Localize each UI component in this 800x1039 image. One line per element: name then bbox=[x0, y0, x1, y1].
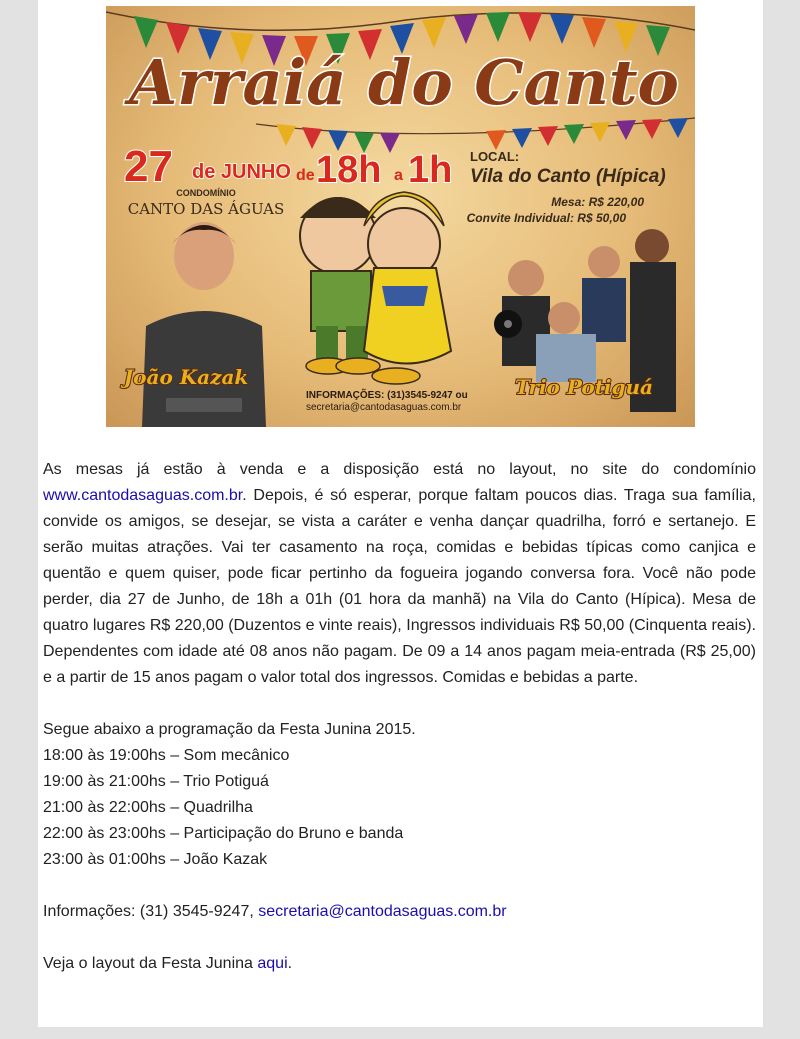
page-content-area bbox=[38, 0, 763, 1027]
intro-paragraph bbox=[43, 457, 756, 691]
flyer-mesa-price: Mesa: R$ 220,00 bbox=[551, 195, 644, 209]
intro-text-a: As mesas já estão à venda e a disposição está no layout, no site do condomínio bbox=[43, 461, 756, 478]
layout-suffix: . bbox=[287, 955, 293, 972]
contact-info bbox=[43, 899, 756, 925]
flyer-time-prefix: de bbox=[296, 167, 315, 184]
cartoon-couple-illustration bbox=[300, 192, 451, 384]
flyer-date-month: de JUNHO bbox=[192, 161, 291, 183]
article-body bbox=[43, 457, 756, 977]
spacer bbox=[43, 691, 756, 717]
flyer-time-to: 1h bbox=[408, 149, 453, 191]
layout-text: Veja o layout da Festa Junina bbox=[43, 955, 258, 972]
schedule-item: 23:00 às 01:00hs – João Kazak bbox=[43, 851, 268, 868]
schedule-item: 19:00 às 21:00hs – Trio Potiguá bbox=[43, 773, 269, 790]
schedule-intro: Segue abaixo a programação da Festa Junina 2015. bbox=[43, 721, 416, 738]
singer-photo bbox=[142, 222, 266, 427]
email-link[interactable]: secretaria@cantodasaguas.com.br bbox=[258, 903, 507, 920]
spacer bbox=[43, 925, 756, 951]
intro-text-b: . Depois, é só esperar, porque faltam poucos dias. Traga sua família, convide os amigos, se desejar, se vista a caráter e venha dançar quadrilha, forró e sertanejo. E serão muitas atrações. Vai ter casamento na roça, comidas e bebidas típicas como canjica e quentão e quem quiser, pode ficar pertinho da fogueira jogando conversa fora. Você não pode perder, dia 27 de Junho, de 18h a 01h (01 hora da manhã) na Vila do Canto (Hípica). Mesa de quatro lugares R$ 220,00 (Duzentos e vinte reais), Ingressos individuais R$ 50,00 (Cinquenta reais). Dependentes com idade até 08 anos não pagam. De 09 a 14 anos pagam meia-entrada (R$ 25,00) e a partir de 15 anos pagam o valor total dos ingressos. Comidas e bebidas a parte. bbox=[43, 487, 756, 686]
festa-junina-flyer bbox=[106, 6, 695, 427]
spacer bbox=[43, 873, 756, 899]
layout-line bbox=[43, 951, 756, 977]
flyer-artist-right: Trio Potiguá bbox=[514, 375, 654, 399]
condo-site-link[interactable]: www.cantodasaguas.com.br bbox=[43, 487, 243, 504]
flyer-convite-price: Convite Individual: R$ 50,00 bbox=[466, 211, 626, 225]
schedule-item: 22:00 às 23:00hs – Participação do Bruno e banda bbox=[43, 825, 404, 842]
flyer-time-mid: a bbox=[394, 167, 403, 184]
contact-info-text: Informações: (31) 3545-9247, bbox=[43, 903, 259, 920]
flyer-artist-left: João Kazak bbox=[123, 365, 249, 389]
flyer-local-value: Vila do Canto (Hípica) bbox=[470, 166, 666, 187]
flyer-time-from: 18h bbox=[316, 149, 382, 191]
flyer-condo-label: CONDOMÍNIO bbox=[176, 188, 236, 198]
layout-link[interactable]: aqui bbox=[257, 955, 288, 972]
bunting-flags-lower bbox=[276, 118, 688, 153]
flyer-local-label: LOCAL: bbox=[470, 149, 520, 164]
schedule-item: 18:00 às 19:00hs – Som mecânico bbox=[43, 747, 290, 764]
flyer-info-line2: secretaria@cantodasaguas.com.br bbox=[306, 402, 462, 413]
schedule-item: 21:00 às 22:00hs – Quadrilha bbox=[43, 799, 253, 816]
flyer-title: Arraiá do Canto bbox=[129, 46, 679, 119]
flyer-info-line1: INFORMAÇÕES: (31)3545-9247 ou bbox=[306, 390, 468, 401]
flyer-date-day: 27 bbox=[124, 142, 173, 191]
flyer-condo-name: CANTO DAS ÁGUAS bbox=[127, 200, 285, 218]
